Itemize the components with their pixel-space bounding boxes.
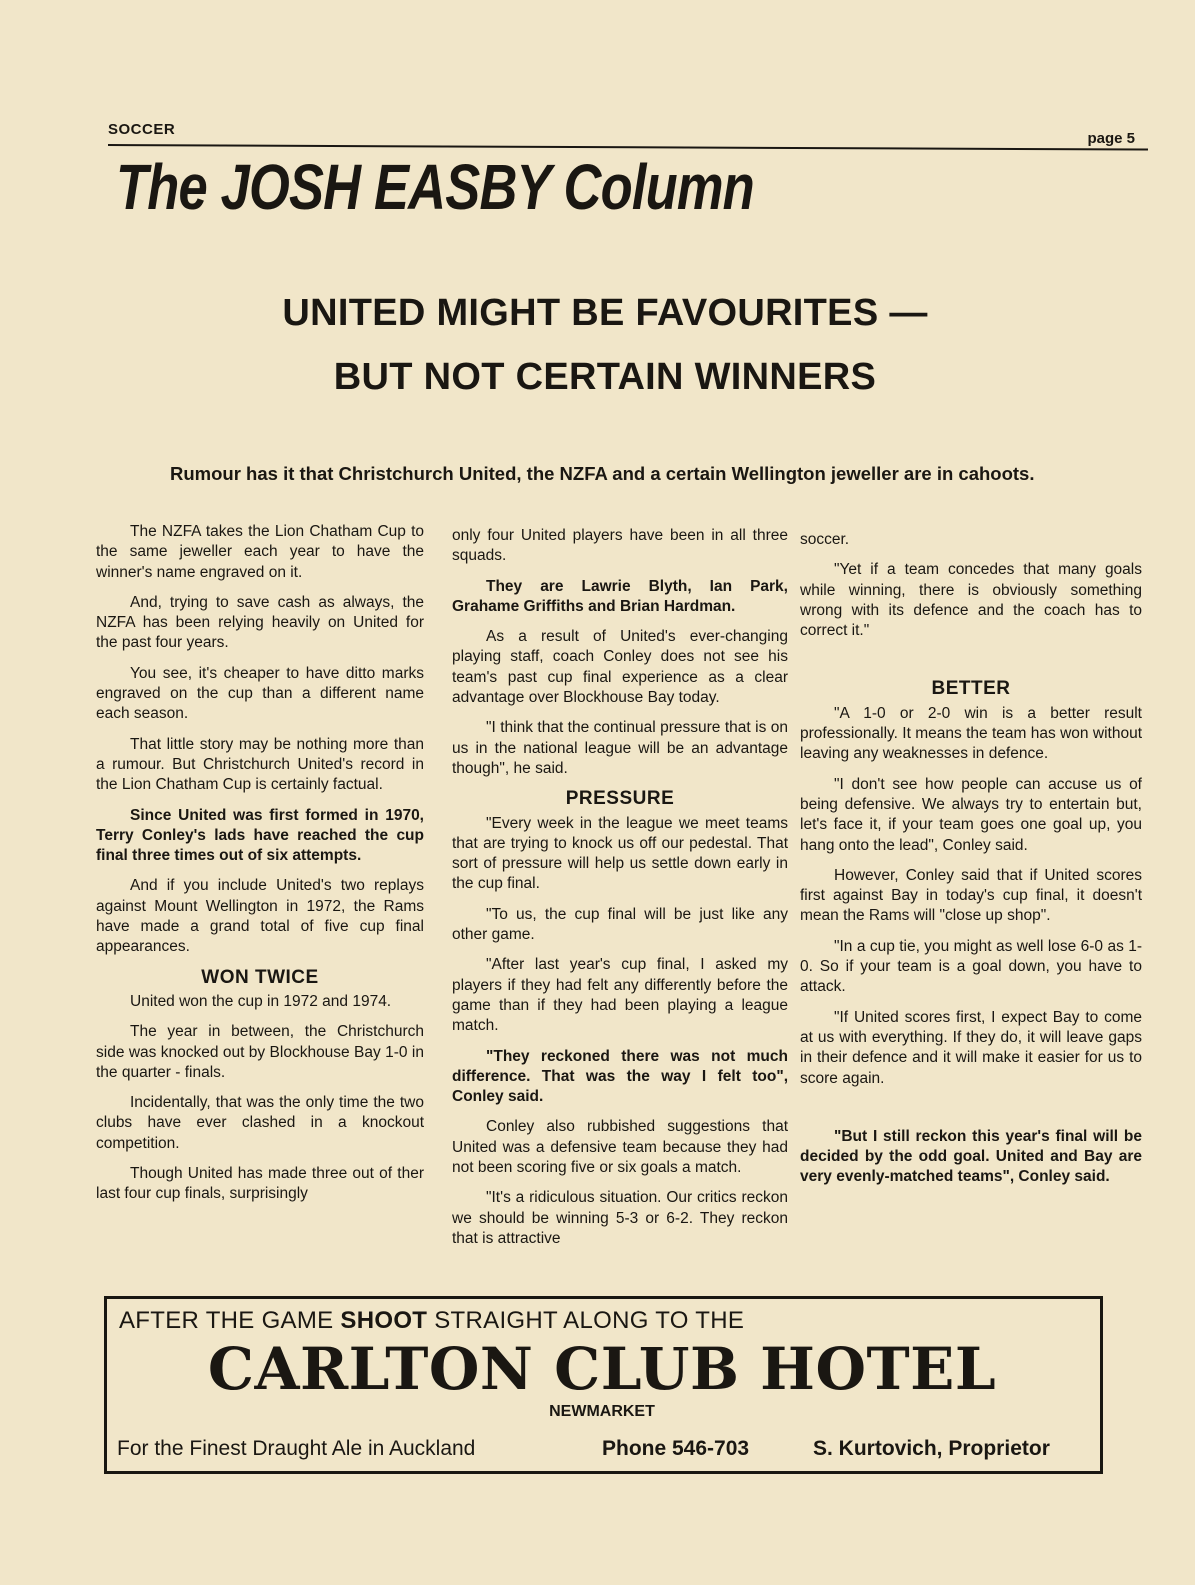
paragraph-bold: They are Lawrie Blyth, Ian Park, Grahame Griffiths and Brian Hardman.: [452, 577, 788, 615]
paragraph: "To us, the cup final will be just like any other game.: [452, 905, 788, 944]
paragraph: "If United scores first, I expect Bay to come at us with everything. If they do, it will leave gaps in their defence and it will make it easier for us to score again.: [800, 1008, 1142, 1087]
subheading-won-twice: WON TWICE: [201, 966, 319, 988]
paragraph-bold: "They reckoned there was not much difference. That was the way I felt too", Conley said.: [452, 1047, 788, 1106]
paragraph: "A 1-0 or 2-0 win is a better result professionally. It means the team has won without leaving any weaknesses in defence.: [800, 704, 1142, 763]
paragraph: "Every week in the league we meet teams that are trying to knock us off our pedestal. That sort of pressure will help us settle down early in the cup final.: [452, 814, 788, 893]
ad-lead-shoot: SHOOT: [340, 1307, 428, 1334]
paragraph: That little story may be nothing more than a rumour. But Christchurch United's record in the Lion Chatham Cup is certainly factual.: [96, 735, 424, 794]
paragraph: "It's a ridiculous situation. Our critics reckon we should be winning 5-3 or 6-2. They reckon that is attractive: [452, 1189, 788, 1247]
ad-tagline: For the Finest Draught Ale in Auckland: [117, 1437, 476, 1460]
page-number: page 5: [1087, 130, 1135, 147]
paragraph: And if you include United's two replays against Mount Wellington in 1972, the Rams have made a grand total of five cup final appearances.: [96, 877, 424, 956]
ad-hotel-name: CARLTON CLUB HOTEL: [207, 1335, 997, 1403]
paragraph: The NZFA takes the Lion Chatham Cup to the same jeweller each year to have the winner's name engraved on it.: [96, 523, 424, 581]
article-column-1: [96, 522, 424, 1215]
column-title: The JOSH EASBY Column: [116, 151, 754, 223]
article-column-3: [800, 530, 1142, 1198]
paragraph: soccer.: [800, 531, 850, 548]
paragraph: However, Conley said that if United scores first against Bay in today's cup final, it doesn't mean the Rams will "close up shop".: [800, 866, 1142, 925]
paragraph: And, trying to save cash as always, the NZFA has been relying heavily on United for the past four years.: [96, 593, 424, 652]
article-column-2: [452, 526, 788, 1259]
paragraph: Though United has made three out of ther last four cup finals, surprisingly: [96, 1165, 424, 1203]
paragraph: only four United players have been in all three squads.: [452, 527, 788, 565]
advertisement-box: [104, 1296, 1103, 1474]
paragraph: "I think that the continual pressure that is on us in the national league will be an advantage though", he said.: [452, 719, 788, 777]
headline-line-2: BUT NOT CERTAIN WINNERS: [333, 356, 877, 398]
paragraph: As a result of United's ever-changing playing staff, coach Conley does not see his team's past cup final experience as a clear advantage over Blockhouse Bay today.: [452, 628, 788, 707]
paragraph: Conley also rubbished suggestions that United was a defensive team because they had not been scoring five or six goals a match.: [452, 1118, 788, 1177]
paragraph: The year in between, the Christchurch side was knocked out by Blockhouse Bay 1-0 in the quarter - finals.: [96, 1023, 424, 1081]
subheading-pressure: PRESSURE: [565, 788, 675, 810]
paragraph: "I don't see how people can accuse us of being defensive. We always try to entertain but, let's face it, if your team goes one goal up, you hang onto the lead", Conley said.: [800, 775, 1142, 854]
paragraph: "Yet if a team concedes that many goals while winning, there is obviously something wrong with its defence and the coach has to correct it.": [800, 561, 1142, 640]
intro-paragraph: Rumour has it that Christchurch United, the NZFA and a certain Wellington jeweller are in cahoots.: [170, 463, 1035, 484]
paragraph: "After last year's cup final, I asked my players if they had felt any differently before the game than if they had been playing a league match.: [452, 956, 788, 1035]
spacer: [800, 651, 1142, 677]
ad-lead-text: STRAIGHT ALONG TO THE: [427, 1307, 745, 1334]
paragraph: "In a cup tie, you might as well lose 6-0 as 1-0. So if your team is a goal down, you have to attack.: [800, 937, 1142, 996]
paragraph-bold: "But I still reckon this year's final will be decided by the odd goal. United and Bay are very evenly-matched teams", Conley said.: [800, 1127, 1142, 1186]
ad-phone: Phone 546-703: [602, 1437, 750, 1460]
paragraph: United won the cup in 1972 and 1974.: [130, 992, 392, 1010]
paragraph-bold: Since United was first formed in 1970, Terry Conley's lads have reached the cup final three times out of six attempts.: [96, 806, 424, 865]
section-label: SOCCER: [108, 121, 176, 138]
ad-lead-line: [119, 1307, 744, 1335]
ad-location: NEWMARKET: [549, 1403, 655, 1420]
paragraph: You see, it's cheaper to have ditto marks engraved on the cup than a different name each season.: [96, 664, 424, 723]
ad-proprietor: S. Kurtovich, Proprietor: [813, 1437, 1050, 1460]
ad-lead-text: AFTER THE GAME: [119, 1307, 341, 1334]
spacer: [800, 1099, 1142, 1127]
headline-line-1: UNITED MIGHT BE FAVOURITES —: [282, 292, 928, 334]
subheading-better: BETTER: [931, 678, 1011, 700]
paragraph: Incidentally, that was the only time the two clubs have ever clashed in a knockout competition.: [96, 1094, 424, 1152]
